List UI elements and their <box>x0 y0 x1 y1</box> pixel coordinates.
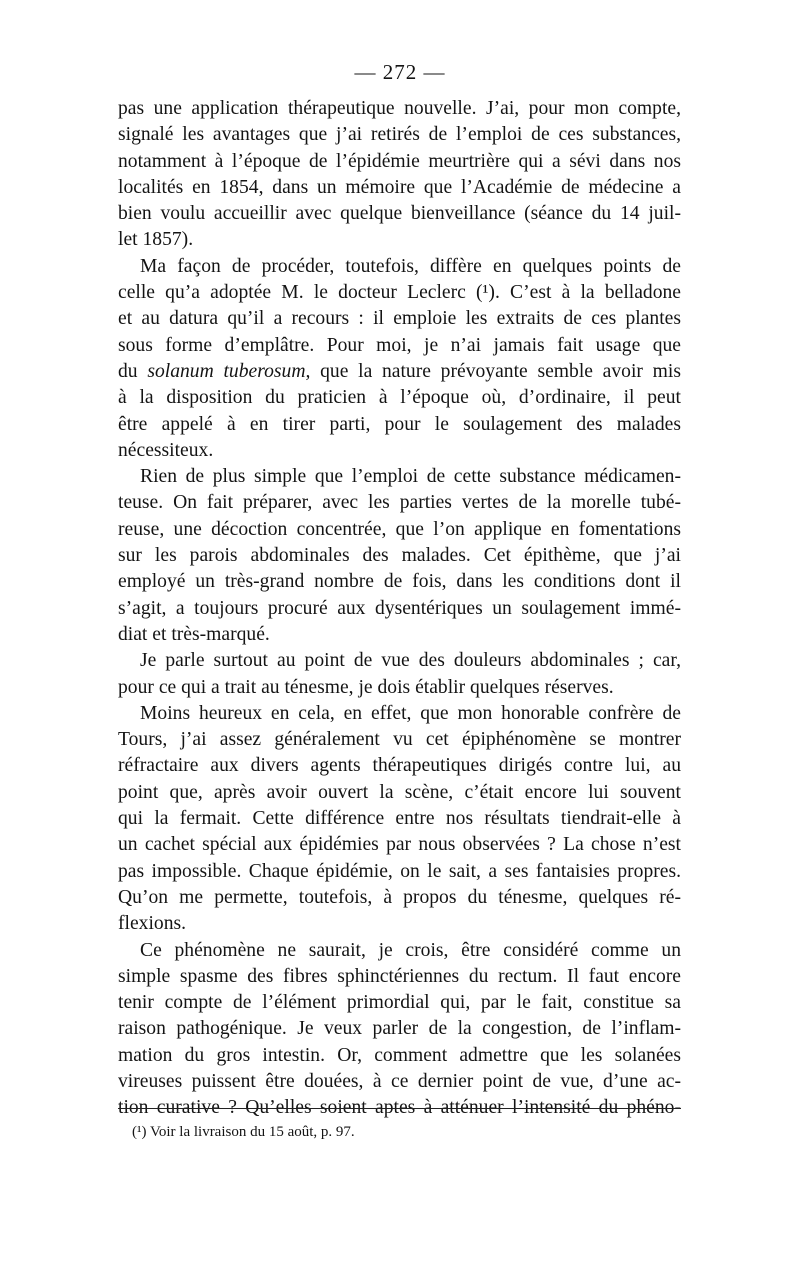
text-line: et au datura qu’il a recours : il emploie les extraits de ces plantes <box>118 308 681 330</box>
text-line: Qu’on me permette, toutefois, à propos du ténesme, quelques ré- <box>118 886 681 908</box>
text-line: Ma façon de procéder, toutefois, diffère en quelques points de <box>140 255 681 277</box>
text-line: employé un très-grand nombre de fois, dans les conditions dont il <box>118 571 681 593</box>
text-line: sur les parois abdominales des malades. Cet épithème, que j’ai <box>118 545 681 567</box>
text-line: bien voulu accueillir avec quelque bienveillance (séance du 14 juil- <box>118 203 681 225</box>
text-segment: du <box>118 360 148 382</box>
text-line: pas une application thérapeutique nouvelle. J’ai, pour mon compte, <box>118 98 681 119</box>
text-line: sous forme d’emplâtre. Pour moi, je n’ai jamais fait usage que <box>118 334 681 356</box>
text-line: signalé les avantages que j’ai retirés de l’emploi de ces substances, <box>118 124 681 146</box>
text-line: pas impossible. Chaque épidémie, on le sait, a ses fantaisies propres. <box>118 860 681 882</box>
text-line: reuse, une décoction concentrée, que l’on applique en fomentations <box>118 518 681 540</box>
footnote-rule <box>118 1108 681 1109</box>
text-line: Je parle surtout au point de vue des douleurs abdominales ; car, <box>140 650 681 672</box>
text-line: à la disposition du praticien à l’époque où, d’ordinaire, il peut <box>118 387 681 409</box>
footnote: (¹) Voir la livraison du 15 août, p. 97. <box>132 1124 355 1140</box>
text-line: raison pathogénique. Je veux parler de la congestion, de l’inflam- <box>118 1018 681 1040</box>
text-line: teuse. On fait préparer, avec les parties vertes de la morelle tubé- <box>118 492 681 514</box>
text-line: tion curative ? Qu’elles soient aptes à atténuer l’intensité du phéno- <box>118 1097 681 1119</box>
text-line: Rien de plus simple que l’emploi de cette substance médicamen- <box>140 466 681 488</box>
text-line: un cachet spécial aux épidémies par nous observées ? La chose n’est <box>118 834 681 856</box>
text-line <box>118 359 681 385</box>
text-line: celle qu’a adoptée M. le docteur Leclerc (¹). C’est à la belladone <box>118 282 681 304</box>
text-line: let 1857). <box>118 229 194 251</box>
text-line: localités en 1854, dans un mémoire que l’Académie de médecine a <box>118 176 681 198</box>
text-line: pour ce qui a trait au ténesme, je dois établir quelques réserves. <box>118 676 614 698</box>
text-line: réfractaire aux divers agents thérapeutiques dirigés contre lui, au <box>118 755 681 777</box>
text-line: mation du gros intestin. Or, comment admettre que les solanées <box>118 1044 681 1066</box>
text-line: flexions. <box>118 913 187 935</box>
text-line: Tours, j’ai assez généralement vu cet épiphénomène se montrer <box>118 729 681 751</box>
italic-term: solanum tuberosum, <box>147 360 311 382</box>
text-line: notamment à l’époque de l’épidémie meurtrière qui a sévi dans nos <box>118 150 681 172</box>
text-line: qui la fermait. Cette différence entre nos résultats tiendrait-elle à <box>118 808 681 830</box>
text-segment: que la nature prévoyante semble avoir mis <box>310 360 681 382</box>
text-line: vireuses puissent être douées, à ce dernier point de vue, d’une ac- <box>118 1070 681 1092</box>
text-line: point que, après avoir ouvert la scène, c’était encore lui souvent <box>118 781 681 803</box>
text-line: Moins heureux en cela, en effet, que mon honorable confrère de <box>140 702 681 724</box>
text-line: être appelé à en tirer parti, pour le soulagement des malades <box>118 413 681 435</box>
text-line: tenir compte de l’élément primordial qui, par le fait, constitue sa <box>118 992 681 1014</box>
text-line: s’agit, a toujours procuré aux dysentériques un soulagement immé- <box>118 597 681 619</box>
body-text <box>118 96 681 1122</box>
text-line: diat et très-marqué. <box>118 623 270 645</box>
text-line: simple spasme des fibres sphinctériennes du rectum. Il faut encore <box>118 965 681 987</box>
text-line: nécessiteux. <box>118 439 214 461</box>
text-line: Ce phénomène ne saurait, je crois, être considéré comme un <box>140 939 681 961</box>
page-number: — 272 — <box>354 60 446 84</box>
